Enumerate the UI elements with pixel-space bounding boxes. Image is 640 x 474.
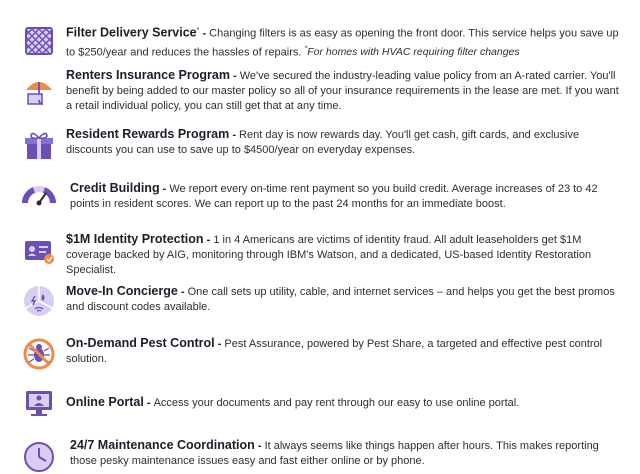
gift-icon — [22, 129, 56, 163]
item-body: 1 in 4 Americans are victims of identity fraud. All adult leaseholders get $1M coverage backed by AIG, monitoring through IBM's Watson, and a dedicated, US-based Identity Restoration Specialist. — [66, 234, 592, 276]
item-title: Resident Rewards Program — [66, 127, 230, 141]
item-body: We report every on-time rent payment so you build credit. Average increases of 23 to 42 points in resident scores. We can report up to the past 24 months for an immediate boost. — [70, 183, 598, 210]
filter-icon — [22, 24, 56, 58]
gauge-icon — [22, 181, 56, 215]
item-title: Move-In Concierge — [66, 284, 178, 298]
item-title: Renters Insurance Program — [66, 68, 230, 82]
monitor-user-icon — [22, 387, 56, 421]
item-body: One call sets up utility, cable, and internet services – and helps you get the best promos and discount codes available. — [66, 286, 615, 313]
utilities-icon — [22, 284, 56, 318]
item-note: For homes with HVAC requiring filter changes — [307, 46, 520, 59]
item-title: On-Demand Pest Control — [66, 336, 215, 350]
item-body: Changing filters is as easy as opening the front door. This service helps you save up to $250/year and reduces the hassles of repairs. — [66, 27, 619, 59]
item-title: Credit Building — [70, 181, 160, 195]
item-body: Pest Assurance, powered by Pest Share, a targeted and effective pest control solution. — [66, 338, 603, 365]
clock-icon — [22, 440, 56, 474]
item-title: Online Portal — [66, 395, 144, 409]
item-title: Filter Delivery Service — [66, 25, 197, 40]
item-body: Rent day is now rewards day. You'll get cash, gift cards, and exclusive discounts you can use to save up to $4500/year on everyday expenses. — [66, 129, 580, 156]
no-pest-icon — [22, 337, 56, 371]
item-body: We've secured the industry-leading value policy from an A-rated carrier. You'll benefit by being added to our master policy so all of your insurance requirements in the lease are met. If you want a retail individual policy, you can still get that at any time. — [66, 70, 619, 112]
item-body: Access your documents and pay rent through our easy to use online portal. — [153, 397, 520, 409]
item-title: $1M Identity Protection — [66, 232, 204, 246]
umbrella-house-icon — [22, 74, 56, 108]
item-body: It always seems like things happen after hours. This makes reporting those pesky maintenance issues easy and fast either online or by phone. — [70, 440, 599, 467]
id-card-icon — [22, 234, 56, 268]
item-title: 24/7 Maintenance Coordination — [70, 438, 255, 452]
